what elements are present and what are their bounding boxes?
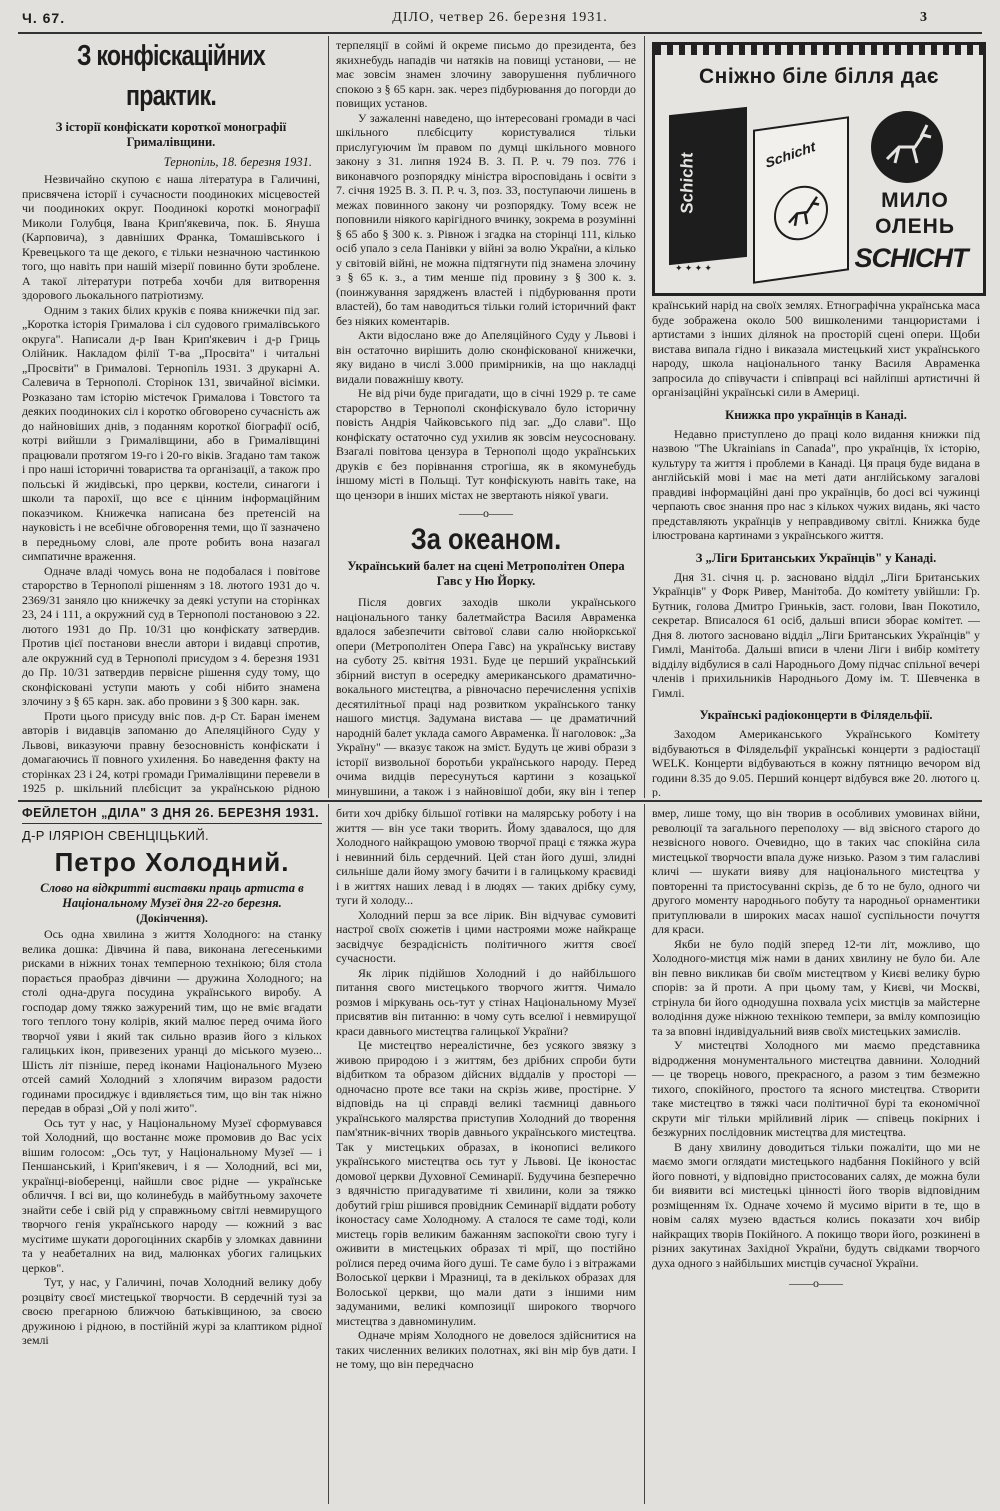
paragraph: вмер, лише тому, що він творив в особливих умовинах війни, революції та загального переполоху — від звісного старого до незвісного нового. Очевидно, що в таких час спокійна сила мистецької творчости впала дуже низько. Разом з тим галасливі кличі — шукати виявy для національного мистецтва у повторенні та пристосуванні скрізь, де б то не було, одного чи другого моменту народнього побуту та народньої орнаментики притуплювали в широких масах нашої суспільности почуття для краси.: [652, 806, 980, 936]
schicht-soap-ad: [652, 42, 986, 296]
divider: ——о——: [459, 506, 513, 520]
paragraph: Якби не було подій зперед 12-ти літ, можливо, що Холодного-мистця між нами в даних хвилину не було би. Але він певно викликав би своїм мистецтвом у Києві велику бурю спорів: за й проти. А при цьому там, у Києві, чи Москві, стрінула би його однодушна похвала усіх мистців за майстерне володіння дуже ніжною технікою темпери, за вмілу композицію та за вповні індивідуальний вияв своїх мистецьких замислів.: [652, 936, 980, 1038]
column-rule: [328, 36, 329, 798]
subhead-radio: Українські радіоконцерти в Філядельфії.: [699, 708, 933, 722]
paragraph: Це мистецтво нереалістичне, без усякого звязку з живою природою і з життям, без дрібних спроби бути відбитком та образом дійсних віддалів у просторі — одночасно проте все таки на скрізь живе, простірне. У відповідь на ці справді великі таємниці давнього українського малярства приступив Холодний до творення пам'ятник-вічних творів давнього українського мистецтва. Так у мистецьких образах, в іконописі великого українського мистецтва ось тут у Львові. Це іконостас домової церкви Духовної Семинарії. Будучина безперечно з вдячністю пригадуватиме ті хвилини, коли за тяжко добутий гріш рішився провідник Семинарії віддати роботу іконостасу саме Холодному. А сталося те саме тоді, коли мистець горів великим бажанням заспокоїти свою тугу і оживити в мистецьких образах ті мрії, що постійно роїлися перед очима його душі. Те саме було і з вітражами Волоської церкви і Мразниці, та в декількох образах для Волоської церкви, що мали дати з іншими ним задуманими, великі композиції широкого творчого мистецтва з давноминулим.: [336, 1038, 636, 1328]
headline: З конфіскаційних практик.: [77, 40, 265, 112]
paragraph: Як лірик підійшов Холодний і до найбільшого питання свого мистецького творчого життя. Чимало розмов і міркувань ось-тут у стінах Національному Музеї присвятив він питанню: в чому суть вселюї і невмирущої краси давнього мистецтва галицької України?: [336, 965, 636, 1038]
paragraph: Одначе владі чомусь вона не подобалася і повітове старорство в Тернополі рішенням з 18. лютого 1931 до ч. 2369/31 заняло цю книжечку за деякі уступи на сторінках 23, 24 і 111, а окружний суд в Тернополі постановою з 22. лютого 1931 до Пр. 10/31 цю конфіскату затвердив. Против цієї постанови внесли автори і видавці спротив, але окружний суд в Тернополі присудом з 4. березня 1931 до Пр. 10/31 затвердив первісне рішення суду тому, що сконфісковані уступи мають у собі нібито знамена злочину з § 65 карн. зак. або провини з § 300 карн. зак.: [22, 563, 320, 708]
paragraph: Заходом Американського Українського Комітету відбуваються в Філядельфії українські концерти з радіостації WELK. Концерти відбуваються в кожну пятницю вечором від години 8.35 до 9.05. Перший концерт відбувся вже 20. лютого ц. р.: [652, 727, 980, 798]
issue-number: Ч. 67.: [22, 10, 66, 26]
feuilleton-column-3: [652, 806, 980, 1502]
ad-border-pattern: [655, 45, 983, 55]
feuilleton-continuation: (Докінчення).: [136, 913, 208, 925]
feuilleton-rule: [18, 800, 982, 802]
paragraph: В дану хвилину доводиться тільки пожаліти, що ми не маємо змоги оглядати мистецького надбання Покійного у всій його повноті, у відповідно пристосованих салях, де можна були би виявити всі мистецькі цінності його творів відповідним розміщенням їх. Одначе хочемо й мусимо вірити в те, що в новім салях музею вдасться колись показати хоч вибір найкращих творів Покійного. А покищо твори його, розкинені в різних закутинах Західної України, будуть свідками творчого духа одного з найбільших мистців сучасної України.: [652, 1139, 980, 1270]
paragraph: Одначе мріям Холодного не довелося здійснитися на таких численних великих полотнах, які він мір був дати. І не тому, що він передчасно: [336, 1328, 636, 1371]
paragraph: Після довгих заходів школи українського національного танку балетмайстра Василя Авраменка вдалося забезпечити світової слави салю нюйоркської опери (Метрополітен Опера Гавс) на українську виставу на суботу 25. квітня 1931. Буде це перший український збірний виступ в осередку американського драматично-вокального мистецтва, а рівночасно перечислення успіхів десятилітньої праці над розвитком українського танку нашого мистця. Задумана вистава — це драматичний народній балет уклада самого Авраменка. Її наголовок: „За Україну" — вказує також на зміст. Будуть це живі образи з історії визвольної боротьби українського народу. Перед очима видців пересунуться картини з козацької минувшини, а також і з найновішої доби, яку він і тепер: [336, 595, 636, 798]
soap-brand: Schicht: [677, 151, 697, 215]
soap-brand-2: Schicht: [763, 138, 817, 171]
header-rule: [18, 32, 982, 34]
article-confiscation: [22, 36, 320, 796]
soap-box-1: [669, 107, 747, 265]
paragraph: Недавно приступлено до праці коло видання книжки під назвою "The Ukrainians in Canada", про українців, їх історію, культуру та життя і проблеми в Канаді. Ця праця буде видана в англійській мові і має на меті дати англійському загалові правдиві інформаційні дані про українців, бо досі всі чужинці черпають своє знання про нас з кількох чужих видань, які часто представляють українців у неправдивому світлі. Книжка буде ілюстрована картинами з українського життя.: [652, 426, 980, 542]
paragraph: Ось одна хвилина з життя Холодного: на станку велика дошка: Дівчина й пава, виконана легесенькими рисками в ніжних тонах темперною технікою; біля стола порається праобраз дівчини — дружина Холодного; на столі одна-друга посудина українського виробу. А господар дому тяжко зажурений тим, що не вміє вгадати того теплого тону колірів, який малює перед очима його творчої уяви і який так сильно вразив його з кількох галицьких ікон, привезених уранці до міського музею... Шість літ пізніше, перед іконами Національного Музею отсей самий Холодний з хлопячим виразом радости годинами просиджує і вдивляється тим, що він так ніжно передав в образі „Ой у полі жито".: [22, 927, 322, 1115]
paragraph: терпеляції в соймі й окреме письмо до президента, без якихнебудь нападів чи натяків на повищі установи, — не має зовсім знамен злочину заворушення публичного спокою з § 65 карн. зак. через підбурювання до погорди до повищих установ.: [336, 38, 636, 110]
feuilleton-title: Петро Холодний.: [54, 847, 290, 877]
ad-mylo: МИЛО: [881, 189, 949, 212]
headline-za-okeanom: За океаном.: [410, 523, 562, 556]
column-rule: [644, 36, 645, 798]
banner-rule: [22, 823, 322, 824]
paragraph: бити хоч дрібку більшої готівки на малярську роботу і на життя — він усе таки творить. Йому здавалося, що для Холодного найкращою умовою творчої праці є тяжка журa і невинний біль сердечний. Цей стан його душі, злидні сильніше дали йому змогу бачити і в галицькому краєвиді і в життях наших левад і в людях — таких дрібку суму, туги й холоду...: [336, 806, 636, 907]
subhead-canada-book: Книжка про українців в Канаді.: [725, 407, 907, 422]
deer-icon: [773, 181, 829, 245]
paragraph: У зажаленні наведено, що інтересовані громади в часі шкільного плєбісциту користувалися тільки прислугуючим їм правом по думці шкільного мовного закону з 31. липня 1924 В. З. П. Р. ч. 79 поз. 776 і виконавчого розпорядку міністра віросповідань і освіти з 7. січня 1925 В. З. П. Р. ч. 3, поз. 33, поступаючи лишень в межах повинного закону чи розпорядку. Тому всеж не поповнили ніякого карігідного вчинку, зокрема в розумінні § 65 або § 300 к. з. Рівнож і згадка на сторінці 111, кілько осіб упало з села Панівки у війні за волю України, а кілько у світовій війні, не можна підтягнути під знамена злочину з § 65 к. з., а тим менше під провину з § 300 к. з. (поинжування зарядженъ властей і підбурювання проти властей), бо там наводиться тільки голий історичний факт без ніяких коментарів.: [336, 110, 636, 328]
paragraph: Незвичайно скупою є наша література в Галичині, присвячена історії і сучасности поодиноких місцевостей чи поодиноких округ. Поодинокі короткі монографії Миколи Голубця, Івана Крип'якевича, пок. Б. Януша (Карповича), з давніших Франка, Томашівського і Кревецького та ще декого, є тільки незначною частинкою того, що навіть при нашій мізерії повинно бути зроблене. А такої літератури потреба хочби для витворення здорового льокального патріотизму.: [22, 172, 320, 302]
article-column-3: [652, 298, 980, 798]
feuilleton-author: Д-Р ІЛЯРІОН СВЕНЦІЦЬКИЙ.: [22, 828, 209, 843]
column-rule: [328, 804, 329, 1504]
column-rule: [644, 804, 645, 1504]
ad-stars: ✦ ✦ ✦ ✦: [675, 263, 712, 273]
subhead-league: З „Ліги Британських Українців" у Канаді.: [695, 550, 937, 565]
feuilleton-column-1: [22, 806, 322, 1502]
ad-olen: ОЛЕНЬ: [875, 215, 955, 238]
soap-box-2: [753, 116, 849, 283]
paragraph: Одним з таких білих круків є поява книжечки під заг. „Коротка історія Грималова і сіл судового грималівського округа". Написали д-р Іван Крип'якевич і д-р Гриць Олійник. Накладом філії Т-ва „Просвіта" і читальні „Просвіти" в Грималові. Тернопіль 1931. З друкарні А. Салевича в Тернополі. Сторінок 131, звичайної вісімки. Розказано там історію містечок Грималова і Товстого та деяких поодиноких сіл і коротко обговорено сучасність аж до найновіших днів, з поданням короткої біографії осіб, котрі вийшли з Грималівщини, або в Грималівщині працювали протягом 19-го і 20-го віків. Згадано там також і про наші історичні товариства та організації, а також про польські й жидівські, про церкви, костели, синагоги і школи та парохії, що все є цінним інформаційним показчиком. Книжечка написана без претенсій на науковість і не всебічне обговорення теми, що її зазначено в передньому слові, але проте робить вона назагал симпатичне враження.: [22, 302, 320, 563]
paragraph: Акти відослано вже до Апеляційного Суду у Львові і він остаточно вирішить долю сконфіскованої книжечки, яку видано в числі 3.000 примірників, на що накладці видали поважнішу квоту.: [336, 328, 636, 386]
paragraph: Проти цього присуду вніс пов. д-р Ст. Баран іменем авторів і видавців запоманю до Апеляційного Суду у Львові, виказуючи правну безосновність конфіскати і домагаючись її повного ухилення. Бо наведення факту на сторінках 23 і 24, котрі громади Грималівщини перевели в 1925 р. шкільний плєбісцит за українською рідною: [22, 708, 320, 795]
ad-slogan: Сніжно біле білля дає: [699, 65, 939, 88]
paragraph: країнський нарід на своїх землях. Етнографічна українська маса буде зображена около 500 вишколеними танцюристами і артистами з інших діляноk на просторій сцені опери. Щоби вистава випала гідно і виказала мистецький хист українського народу, школа національного танку Василя Авраменка запросила до співучасти і співпраці всі найліпші артистичні й організаційні українські сили в Америці.: [652, 298, 980, 399]
paragraph: Не від річи буде пригадати, що в січні 1929 р. те саме старорство в Тернополі сконфіскувало було історичну повість Андрія Чайковського під заг. „До слави". Що конфіскату остаточно суд ухилив як зовсім неусосновану. Взагалі повітова цензура в Тернополі щодо українських друків є без порівнання строгіша, як в якомунебудь іншому місті в Польщі. Тут конфіскують навіть таке, на що цензори в інших містах не звертають ніякої уваги.: [336, 386, 636, 502]
feuilleton-subtitle: Слово на відкритті виставки праць артиста в Національному Музеї дня 22-го березня.: [40, 881, 304, 910]
ad-brand-schicht: SCHICHT: [854, 243, 968, 273]
feuilleton-column-2: [336, 806, 636, 1502]
paragraph: Дня 31. січня ц. р. засновано відділ „Ліги Британських Українців" у Форк Ривер, Манітоба. До комітету увійшли: Гр. Бутник, голова Дмитро Гриньків, заст. голови, Іван Покотило, секретар. Вписалося 61 осіб, дальші вписи зборає комітет. — Дня 8. лютого засновано відділ „Ліги Британських Українців" у Гимлі, Манітоба. Дальші вписи в члени Ліги і вибір комітету відділу відбулися в салі Народнього Дому підчас спільної вечері членів і прихильників Народнього Дому ім. Т. Шевченка в Гимлі.: [652, 569, 980, 700]
paragraph: У мистецтві Холодного ми маємо представника відродження монументального мистецтва давнини. Холодний — це творець нового, прекрасного, а разом з тим безмежно тихого, спокійного, простого та ясного мистецтва. Створити таке мистецтво в тяжкі часи політичної бурі та економічної скрути міг тільки мрійливий лірик — співець покірних і безжурних послідовник мистецтва для мистецтва.: [652, 1038, 980, 1139]
subheadline: З історії конфіскати короткої монографії Грималівщини.: [55, 120, 287, 149]
article-column-2: [336, 38, 636, 798]
deer-emblem-icon: [869, 109, 945, 185]
page-number: 3: [920, 10, 927, 25]
end-divider: ——о——: [789, 1276, 843, 1290]
feuilleton-banner: ФЕЙЛЕТОН „ДІЛА" З ДНЯ 26. БЕРЕЗНЯ 1931.: [22, 806, 320, 820]
paragraph: Холодний перш за все лірик. Він відчуває сумовиті настрої своїх сюжетів і цими настроями може найкраще засвідчує безрадісність політичного життя своєї сучасности.: [336, 907, 636, 965]
masthead-line: ДІЛО, четвер 26. березня 1931.: [392, 10, 608, 25]
subheadline-ballet: Український балет на сцені Метрополітен Опера Гавс у Ню Йорку.: [347, 559, 625, 588]
dateline: Тернопіль, 18. березня 1931.: [163, 155, 312, 169]
paragraph: Тут, у нас, у Галичині, почав Холодний велику добу розцвіту своєї мистецької творчости. В сердечній тузі за своєю прегарною ближчою батьківщиною, за своєю дружиною і рідною, в постійній журі за клаптиком рідної землі: [22, 1275, 322, 1347]
paragraph: Ось тут у нас, у Національному Музеї сформувався той Холодний, що востаннє може промовив до Вас усіх вішим голосом: „Ось тут, у Національному Музеї — і Пеншанський, і Крип'якевич, і я — Холодний, всі ми, українці-віоберенці, найшли своє рідне — українське обличчя. І всі ви, що колинебудь в майбутньому захочете знайти себе і свій рід у справжньому світлі невмирущого творчого генія українського народу — кожний з вас мусітиме шукати дорогоцінних скарбів у зломках давнини та у неабеталних на вид, малюнках убогих галицьких церков".: [22, 1115, 322, 1275]
